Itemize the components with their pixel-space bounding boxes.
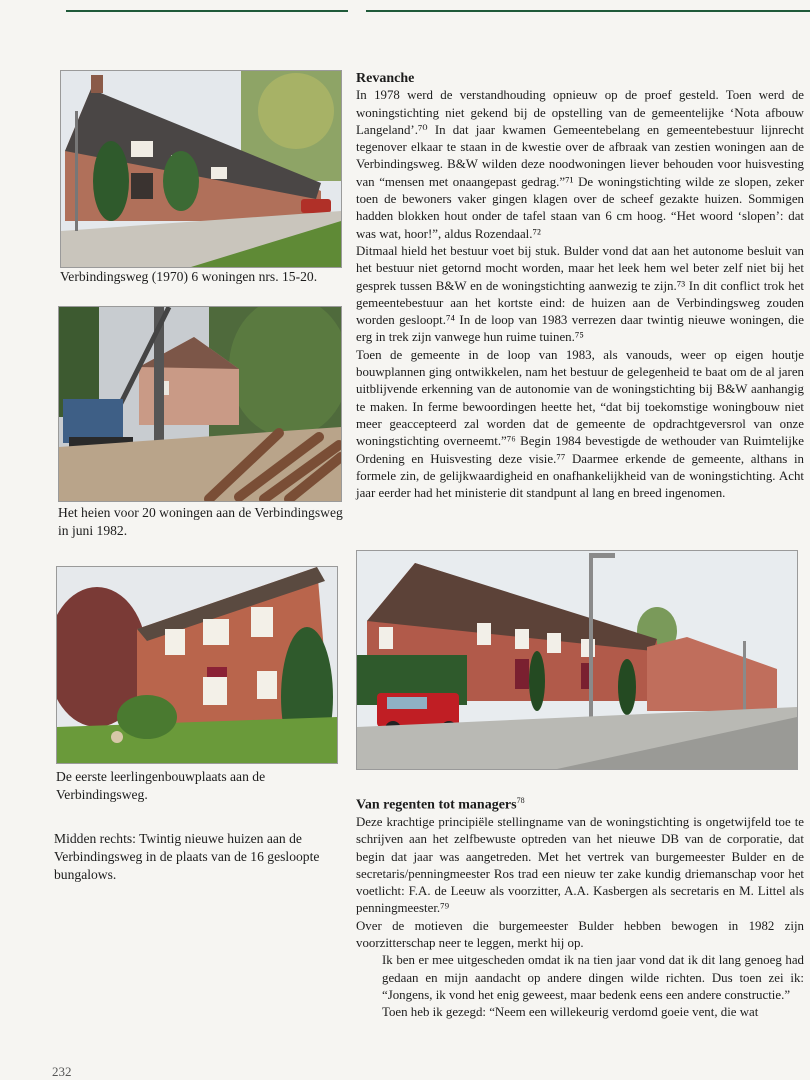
caption-photo3: De eerste leerlingenbouwplaats aan de Verbindingsweg. (56, 769, 266, 802)
paragraph: In 1978 werd de verstandhouding opnieuw op de proef gesteld. Toen werd de woningstichting niet gekend bij de opstelling van de gemeentelijke ‘Nota afbouw Langeland’.⁷⁰ In dat jaar kwamen Gemeentebelang en gemeentebestuur lijnrecht tegenover elkaar te staan in de kwestie over de afbraak van zestien woningen aan de Verbindingsweg. B&W wilden deze noodwoningen liever behouden voor huisvesting van “mensen met onaangepast gedrag.”⁷¹ De woningstichting wilde ze slopen, zeker toen de bewoners vaker gingen klagen over de scheef gezakte huizen. Sommigen hadden blokken hout onder de tafel staan van 6 cm hoog. “Het woord ‘slopen’: dat was wat, hoor!”, aldus Rozendaal.⁷² (356, 88, 804, 241)
paragraph: Ditmaal hield het bestuur voet bij stuk. Bulder vond dat aan het autonome besluit van het bestuur niet getornd mocht worden, maar het leek hem wel beter zelf niet bij het gesprek tussen B&W en de woningstichting aanwezig te zijn.⁷³ In dit conflict trok het gemeentebestuur aan het kortste eind: de huizen aan de Verbindingsweg zouden worden gesloopt.⁷⁴ In de loop van 1983 verrezen daar twintig nieuwe woningen, die erg in trek zijn vanwege hun ruime tuinen.⁷⁵ (356, 243, 804, 345)
photo-leerlingenbouwplaats (56, 566, 338, 764)
paragraph: Deze krachtige principiële stellingname van de woningstichting is ongetwijfeld toe te schrijven aan het zelfbewuste optreden van het nieuwe DB van de corporatie, dat begin dat jaar was aangetreden. Met het vertrek van burgemeester Bulder en de secretaris/penningmeester Ros trad een nieuw ter zake kundig driemanschap voor het voetlicht: F.A. de Leeuw als voorzitter, A.A. Kasbergen als secretaris en M. Littel als penningmeester.⁷⁹ (356, 814, 804, 916)
paragraph: Over de motieven die burgemeester Bulder hebben bewogen in 1982 zijn voorzitterschap neer te leggen, merkt hij op. (356, 918, 804, 951)
caption-midden-rechts: Midden rechts: Twintig nieuwe huizen aan de Verbindingsweg in de plaats van de 16 gesloopte bungalows. (54, 831, 320, 882)
photo-twintig-nieuwe-huizen (356, 550, 798, 770)
caption-photo2: Het heien voor 20 woningen aan de Verbindingsweg in juni 1982. (58, 505, 343, 538)
section-van-regenten-tot-managers (356, 792, 804, 1022)
top-rule-left (66, 10, 348, 12)
heading-revanche: Revanche (356, 71, 415, 86)
photo-verbindingsweg-1970 (60, 70, 342, 268)
quote-paragraph: Toen heb ik gezegd: “Neem een willekeurig verdomd goeie vent, die wat (382, 1005, 759, 1020)
top-rule-right (366, 10, 810, 12)
heading-text: Van regenten tot managers (356, 797, 517, 813)
page-number: 232 (52, 1064, 72, 1079)
section-revanche (356, 70, 804, 502)
caption-photo1: Verbindingsweg (1970) 6 woningen nrs. 15-20. (60, 269, 318, 284)
photo-heien-1982 (58, 306, 342, 502)
heading-footnote: 78 (516, 796, 525, 805)
heading-van-regenten (356, 792, 804, 814)
quote-paragraph: Ik ben er mee uitgescheden omdat ik na tien jaar vond dat ik dit lang genoeg had gedaan en mijn aandacht op andere dingen wilde richten. Dus toen zei ik: “Jongens, ik vond het enig geweest, maar bedenk eens een andere constructie.” (382, 953, 804, 1002)
paragraph: Toen de gemeente in de loop van 1983, als vanouds, weer op eigen houtje bouwplannen ging ontwikkelen, nam het bestuur de gelegenheid te baat om de al jaren uitblijvende erkenning van de autonomie van de woningstichting bij B&W aanhangig te maken. In ferme bewoordingen heette het, “dat bij toekomstige woningbouw niet meer geaccepteerd zal worden dat de gemeente de opdrachtgeversrol van onze woningstichting overneemt.”⁷⁶ Begin 1984 bevestigde de wethouder van Ruimtelijke Ordening en Huisvesting deze visie.⁷⁷ Daarmee erkende de gemeente, althans in formele zin, de gelijkwaardigheid en onafhankelijkheid van de woningstichting. Acht jaar eerder had het ministerie dit standpunt al lang en breed ingenomen. (356, 347, 804, 501)
